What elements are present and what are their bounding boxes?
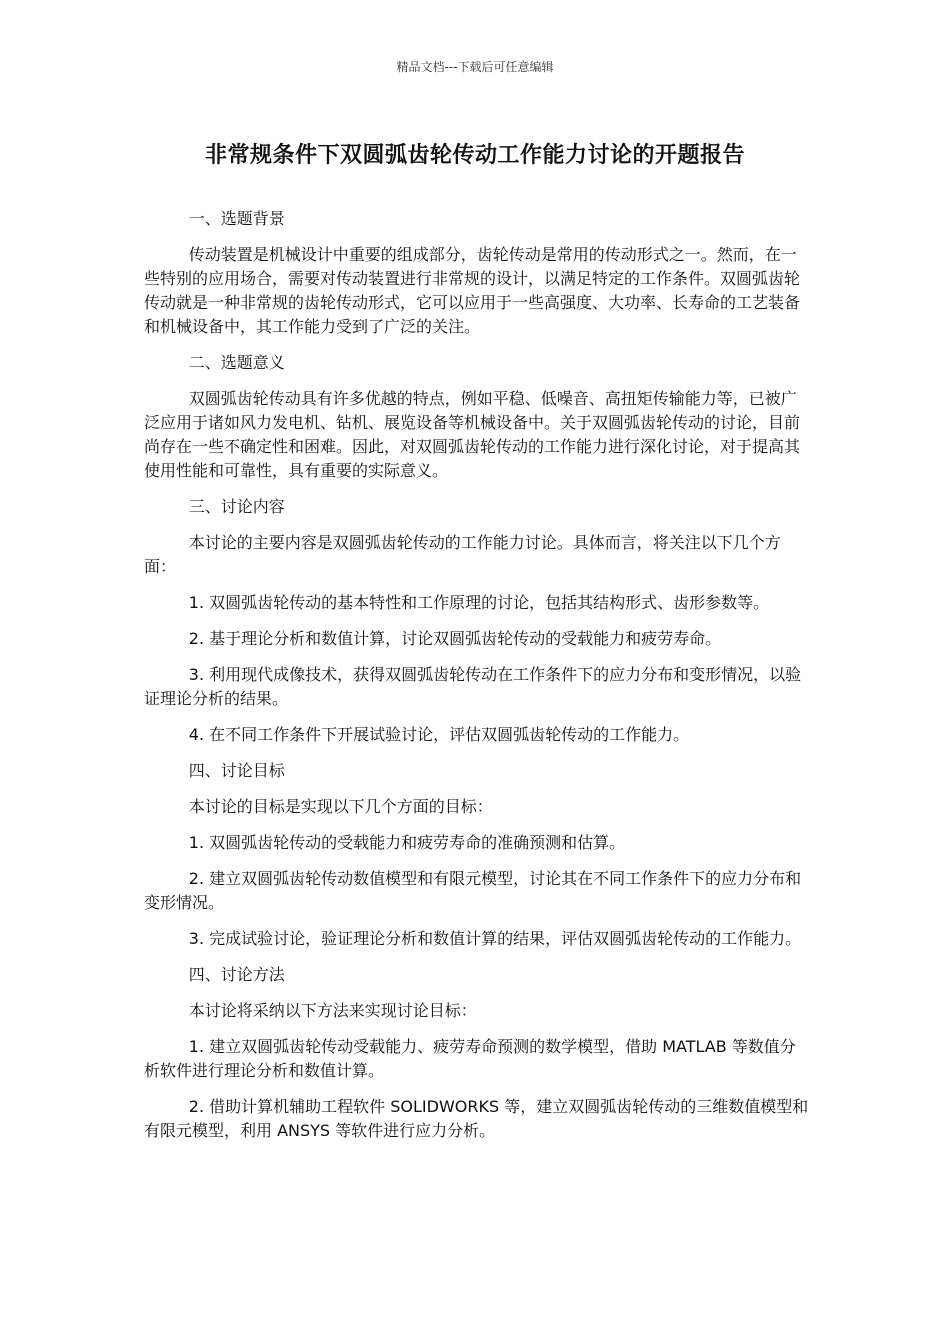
section-heading-goals: 四、讨论目标: [188, 761, 285, 780]
list-item: 2. 建立双圆弧齿轮传动数值模型和有限元模型，讨论其在不同工作条件下的应力分布和变形情况。: [144, 869, 802, 912]
paragraph-content-intro: 本讨论的主要内容是双圆弧齿轮传动的工作能力讨论。具体而言，将关注以下几个方面：: [144, 533, 781, 576]
section-heading-background: 一、选题背景: [188, 209, 285, 228]
header-note: 精品文档---下载后可任意编辑: [396, 60, 554, 74]
list-item: 1. 双圆弧齿轮传动的受载能力和疲劳寿命的准确预测和估算。: [188, 833, 626, 852]
list-item: 2. 基于理论分析和数值计算，讨论双圆弧齿轮传动的受载能力和疲劳寿命。: [188, 629, 722, 648]
section-heading-methods: 四、讨论方法: [188, 965, 285, 984]
document-body: [144, 207, 810, 1155]
list-item: 3. 完成试验讨论，验证理论分析和数值计算的结果，评估双圆弧齿轮传动的工作能力。: [188, 929, 802, 948]
list-item: 1. 建立双圆弧齿轮传动受载能力、疲劳寿命预测的数学模型，借助 MATLAB 等数值分析软件进行理论分析和数值计算。: [144, 1037, 796, 1080]
section-heading-content: 三、讨论内容: [188, 497, 285, 516]
list-item: 1. 双圆弧齿轮传动的基本特性和工作原理的讨论，包括其结构形式、齿形参数等。: [188, 593, 770, 612]
section-heading-significance: 二、选题意义: [188, 353, 285, 372]
list-item: 2. 借助计算机辅助工程软件 SOLIDWORKS 等，建立双圆弧齿轮传动的三维数值模型和有限元模型，利用 ANSYS 等软件进行应力分析。: [144, 1097, 809, 1140]
paragraph-methods-intro: 本讨论将采纳以下方法来实现讨论目标：: [188, 1001, 477, 1020]
paragraph-goals-intro: 本讨论的目标是实现以下几个方面的目标：: [188, 797, 493, 816]
list-item: 4. 在不同工作条件下开展试验讨论，评估双圆弧齿轮传动的工作能力。: [188, 725, 690, 744]
document-title: 非常规条件下双圆弧齿轮传动工作能力讨论的开题报告: [204, 143, 745, 168]
paragraph-background: 传动装置是机械设计中重要的组成部分，齿轮传动是常用的传动形式之一。然而，在一些特别的应用场合，需要对传动装置进行非常规的设计，以满足特定的工作条件。双圆弧齿轮传动就是一种非常规的齿轮传动形式，它可以应用于一些高强度、大功率、长寿命的工艺装备和机械设备中，其工作能力受到了广泛的关注。: [144, 245, 801, 336]
list-item: 3. 利用现代成像技术，获得双圆弧齿轮传动在工作条件下的应力分布和变形情况，以验证理论分析的结果。: [144, 665, 802, 708]
paragraph-significance: 双圆弧齿轮传动具有许多优越的特点，例如平稳、低噪音、高扭矩传输能力等，已被广泛应用于诸如风力发电机、钻机、展览设备等机械设备中。关于双圆弧齿轮传动的讨论，目前尚存在一些不确定性和困难。因此，对双圆弧齿轮传动的工作能力进行深化讨论，对于提高其使用性能和可靠性，具有重要的实际意义。: [144, 389, 801, 480]
